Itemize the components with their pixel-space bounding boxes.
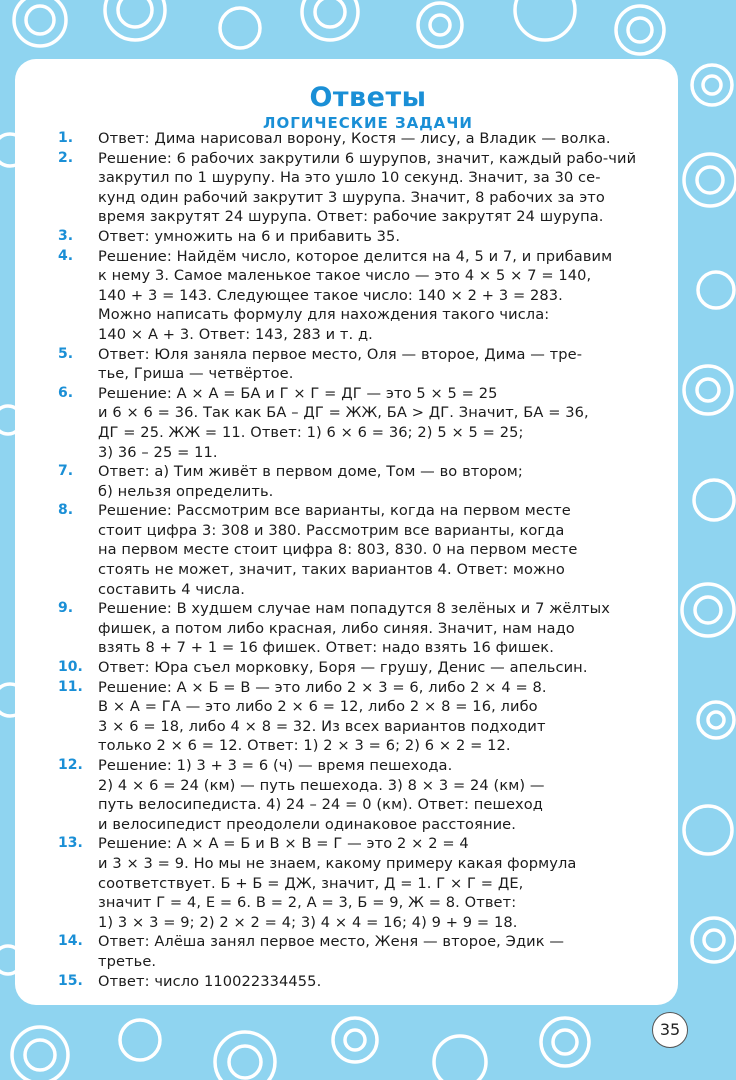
answer-text-line: соответствует. Б + Б = ДЖ, значит, Д = 1. Г × Г = ДЕ,: [98, 874, 524, 892]
answer-number: 13.: [58, 835, 83, 852]
answer-number: 1.: [58, 130, 74, 146]
answer-text-line: ДГ = 25. ЖЖ = 11. Ответ: 1) 6 × 6 = 36; 2) 5 × 5 = 25;: [98, 423, 524, 441]
answer-text-line: 140 × A + 3. Ответ: 143, 283 и т. д.: [98, 325, 373, 343]
answer-text-line: б) нельзя определить.: [98, 482, 274, 500]
answer-text-line: значит Г = 4, Е = 6. В = 2, А = 3, Б = 9, Ж = 8. Ответ:: [98, 894, 517, 912]
answer-text-line: третье.: [98, 952, 157, 970]
answer-number: 12.: [58, 757, 83, 773]
answer-text-line: Решение: 1) 3 + 3 = 6 (ч) — время пешехода.: [98, 757, 453, 774]
answer-number: 3.: [58, 227, 74, 244]
answer-text-line: 140 + 3 = 143. Следующее такое число: 140 × 2 + 3 = 283.: [98, 286, 563, 304]
answer-item: [0, 658, 736, 678]
answer-text-line: Ответ: число 110022334455.: [98, 972, 322, 990]
answer-text-line: 1) 3 × 3 = 9; 2) 2 × 2 = 4; 3) 4 × 4 = 16; 4) 9 + 9 = 18.: [98, 913, 518, 931]
answer-number: 4.: [58, 247, 74, 264]
answer-number: 5.: [58, 345, 74, 362]
answer-number: 2.: [58, 149, 74, 166]
answer-text-line: Ответ: Дима нарисовал ворону, Костя — лису, а Владик — волка.: [98, 130, 611, 147]
answer-text-line: 2) 4 × 6 = 24 (км) — путь пешехода. 3) 8 × 3 = 24 (км) —: [98, 776, 545, 794]
answer-number: 11.: [58, 678, 83, 695]
answer-item: [0, 462, 736, 501]
answer-text-line: к нему 3. Самое маленькое такое число — это 4 × 5 × 7 = 140,: [98, 267, 592, 285]
answer-item: [0, 345, 736, 384]
answer-item: [0, 149, 736, 227]
answer-text-line: составить 4 числа.: [98, 580, 246, 598]
answer-number: 6.: [58, 384, 74, 401]
answer-item: [0, 384, 736, 462]
answer-text-line: Решение: А × А = Б и В × В = Г — это 2 × 2 = 4: [98, 835, 469, 853]
answer-text-line: Решение: А × А = БА и Г × Г = ДГ — это 5 × 5 = 25: [98, 384, 498, 402]
answer-item: [0, 756, 736, 834]
answer-text-line: Ответ: а) Тим живёт в первом доме, Том — во втором;: [98, 463, 523, 481]
answer-number: 15.: [58, 972, 83, 989]
answer-item: [0, 247, 736, 345]
answer-item: [0, 129, 736, 149]
answer-text-line: кунд один рабочий закрутит 3 шурупа. Значит, 8 рабочих за это: [98, 188, 605, 206]
answer-text-line: стоит цифра 3: 308 и 380. Рассмотрим все варианты, когда: [98, 521, 565, 539]
answer-item: [0, 834, 736, 932]
answer-number: 10.: [58, 659, 83, 676]
answer-item: [0, 227, 736, 247]
answer-text-line: Ответ: Алёша занял первое место, Женя — второе, Эдик —: [98, 933, 565, 951]
answer-text-line: фишек, а потом либо красная, либо синяя. Значит, нам надо: [98, 619, 575, 637]
page-title: Ответы: [309, 82, 427, 113]
answer-item: [0, 972, 736, 992]
answer-text-line: Можно написать формулу для нахождения такого числа:: [98, 306, 550, 324]
answer-text-line: закрутил по 1 шурупу. На это ушло 10 секунд. Значит, за 30 се-: [98, 169, 601, 187]
answer-text-line: Ответ: Юля заняла первое место, Оля — второе, Дима — тре-: [98, 345, 583, 363]
answer-text-line: Решение: В худшем случае нам попадутся 8 зелёных и 7 жёлтых: [98, 600, 610, 618]
answer-item: [0, 932, 736, 971]
answer-text-line: взять 8 + 7 + 1 = 16 фишек. Ответ: надо взять 16 фишек.: [98, 639, 554, 657]
answer-text-line: стоять не может, значит, таких вариантов 4. Ответ: можно: [98, 561, 565, 579]
section-subtitle: ЛОГИЧЕСКИЕ ЗАДАЧИ: [263, 114, 473, 132]
answer-number: 7.: [58, 463, 74, 480]
answer-text-line: 3 × 6 = 18, либо 4 × 8 = 32. Из всех вариантов подходит: [98, 717, 546, 735]
answer-text-line: тье, Гриша — четвёртое.: [98, 365, 294, 383]
answer-text-line: и 3 × 3 = 9. Но мы не знаем, какому примеру какая формула: [98, 854, 577, 872]
page-number: 35: [652, 1012, 688, 1048]
answer-text-line: Ответ: умножить на 6 и прибавить 35.: [98, 227, 401, 245]
answer-text-line: на первом месте стоит цифра 8: 803, 830. 0 на первом месте: [98, 541, 578, 559]
answer-text-line: и велосипедист преодолели одинаковое расстояние.: [98, 815, 516, 833]
answer-number: 9.: [58, 600, 74, 617]
answer-text-line: путь велосипедиста. 4) 24 – 24 = 0 (км). Ответ: пешеход: [98, 796, 543, 814]
answer-text-line: только 2 × 6 = 12. Ответ: 1) 2 × 3 = 6; 2) 6 × 2 = 12.: [98, 737, 511, 755]
answer-item: [0, 501, 736, 599]
answer-text-line: Решение: Рассмотрим все варианты, когда на первом месте: [98, 502, 571, 520]
answer-number: 8.: [58, 502, 74, 519]
answer-text-line: Решение: 6 рабочих закрутили 6 шурупов, значит, каждый рабо-чий: [98, 149, 637, 167]
answer-text-line: В × А = ГА — это либо 2 × 6 = 12, либо 2 × 8 = 16, либо: [98, 698, 538, 716]
answers-list: [0, 129, 736, 991]
answer-text-line: Ответ: Юра съел морковку, Боря — грушу, Денис — апельсин.: [98, 659, 588, 677]
answer-text-line: Решение: Найдём число, которое делится на 4, 5 и 7, и прибавим: [98, 247, 613, 265]
answer-text-line: время закрутят 24 шурупа. Ответ: рабочие закрутят 24 шурупа.: [98, 208, 604, 226]
answer-number: 14.: [58, 933, 83, 950]
answer-item: [0, 678, 736, 756]
answer-item: [0, 599, 736, 658]
answer-text-line: 3) 36 – 25 = 11.: [98, 443, 218, 461]
answer-text-line: и 6 × 6 = 36. Так как БА – ДГ = ЖЖ, БА > ДГ. Значит, БА = 36,: [98, 404, 589, 422]
answer-text-line: Решение: А × Б = В — это либо 2 × 3 = 6, либо 2 × 4 = 8.: [98, 678, 547, 696]
